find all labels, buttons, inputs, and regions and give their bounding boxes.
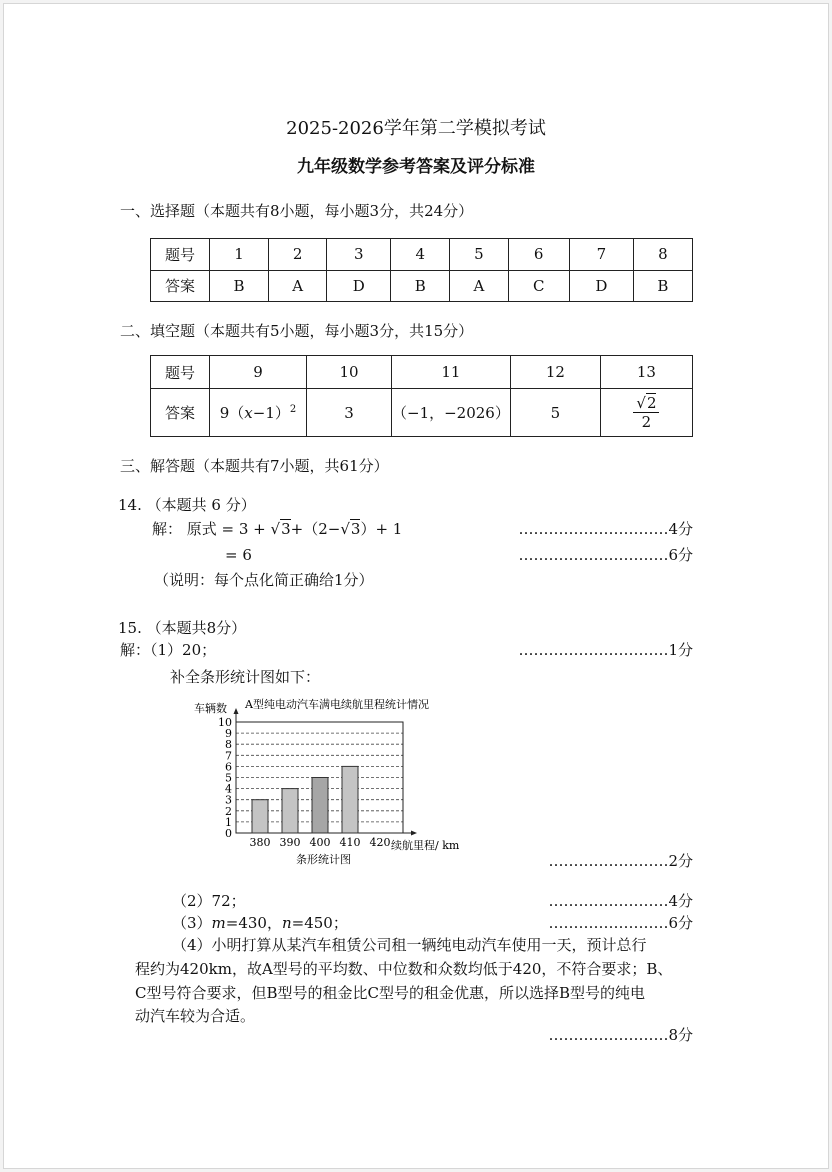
fill-in-answer-table [150,355,693,437]
variable: n [281,914,292,932]
y-tick-label: 10 [218,716,232,729]
x-axis-arrow-icon [411,831,417,836]
q14-note: （说明：每个点化简正确给1分） [154,571,374,589]
chart-caption: 条形统计图 [296,853,351,866]
q15-part1: 解：（1）20； [120,641,217,659]
exponent: 2 [289,404,297,415]
document-title: 2025-2026学年第二学模拟考试 [286,118,546,139]
q15-part4-line: 程约为420km，故A型号的平均数、中位数和众数均低于420，不符合要求；B、 [135,960,673,978]
answer-cell: B [633,270,692,302]
y-tick-label: 8 [225,738,232,752]
answer-cell: 3 [307,389,392,437]
table-row [151,239,693,271]
denominator: 2 [641,413,652,431]
q15-part4-line: C型号符合要求，但B型号的租金比C型号的租金优惠，所以选择B型号的纯电 [135,984,646,1002]
q15-part1b: 补全条形统计图如下： [170,668,321,686]
bar [252,800,268,833]
question-number: 8 [633,239,692,271]
question-number: 4 [391,239,450,271]
score-marker: …………………………4分 [518,520,693,538]
question-number: 3 [327,239,391,271]
q14-label: 14. （本题共 6 分） [118,496,256,514]
x-tick-label: 380 [249,836,271,849]
row-label: 题号 [151,356,210,389]
score-marker: …………………………6分 [518,546,693,564]
bar [282,789,298,833]
chart-title: A型纯电动汽车满电续航里程统计情况 [245,698,429,711]
y-tick-label: 9 [225,727,232,741]
x-tick-label: 420 [369,836,391,849]
q15-label: 15. （本题共8分） [118,619,247,637]
bar [342,766,358,833]
table-row [151,389,693,437]
text: =450； [291,914,348,932]
bar-chart [190,690,480,870]
q15-part3 [172,913,348,933]
section2-heading: 二、填空题（本题共有5小题，每小题3分，共15分） [120,322,474,340]
answer-cell: A [450,270,508,302]
answer-cell: B [391,270,450,302]
answer-text: 9（ [219,404,245,422]
answer-cell: C [508,270,569,302]
row-label: 题号 [151,239,210,271]
x-tick-label: 410 [339,836,361,849]
radicand: 3 [281,520,291,538]
chart-y-label: 车辆数 [194,702,227,715]
fraction [633,394,659,431]
question-number: 1 [210,239,269,271]
answer-cell: A [269,270,327,302]
answer-text: −1） [252,404,290,422]
y-tick-label: 2 [225,804,232,818]
numerator: √2 [633,394,659,413]
score-marker: ……………………4分 [548,892,693,910]
answer-cell: B [210,270,269,302]
q15-part4-line: （4）小明打算从某汽车租赁公司租一辆纯电动汽车使用一天，预计总行 [172,936,647,954]
q14-line2: = 6 [225,546,252,564]
y-tick-label: 6 [225,760,232,774]
row-label: 答案 [151,389,210,437]
answer-cell: 5 [510,389,600,437]
radicand: 2 [646,394,657,412]
choice-answer-table [150,238,693,302]
math-text: +（2− [290,520,341,538]
text: =430， [225,914,282,932]
q15-part2: （2）72； [172,892,246,910]
question-number: 7 [569,239,633,271]
table-row [151,356,693,389]
question-number: 10 [307,356,392,389]
document-subtitle: 九年级数学参考答案及评分标准 [297,157,535,177]
radicand: 3 [350,520,361,538]
math-text: 解： 原式 = 3 + [152,520,271,538]
score-marker: …………………………1分 [518,641,693,659]
question-number: 5 [450,239,508,271]
score-marker: ……………………8分 [548,1026,693,1044]
x-tick-label: 400 [309,836,331,849]
bar [312,778,328,834]
y-tick-label: 0 [225,827,232,840]
answer-cell: D [327,270,391,302]
question-number: 6 [508,239,569,271]
q14-line1: 解： 原式 = 3 + √3+（2−√3）+ 1 [152,520,403,538]
answer-cell: （−1，−2026） [392,389,511,437]
question-number: 9 [210,356,307,389]
question-number: 11 [392,356,511,389]
math-text: ）+ 1 [360,520,403,538]
answer-cell: D [569,270,633,302]
score-marker: ……………………2分 [548,852,693,870]
x-tick-label: 390 [279,836,301,849]
question-number: 2 [269,239,327,271]
answer-variable: x [244,404,253,422]
y-axis-arrow-icon [234,708,239,714]
score-marker: ……………………6分 [548,914,693,932]
question-number: 13 [600,356,692,389]
answer-cell [600,389,692,437]
y-tick-label: 7 [225,749,232,763]
y-tick-label: 1 [225,815,232,829]
y-tick-label: 4 [225,782,232,796]
text: （3） [172,914,212,932]
answer-cell [210,389,307,437]
question-number: 12 [510,356,600,389]
y-tick-label: 3 [225,793,232,807]
section3-heading: 三、解答题（本题共有7小题，共61分） [120,457,389,475]
table-row [151,270,693,302]
chart-x-label: 续航里程/ km [391,839,460,852]
y-tick-label: 5 [225,771,232,785]
variable: m [211,914,226,932]
row-label: 答案 [151,270,210,302]
section1-heading: 一、选择题（本题共有8小题，每小题3分，共24分） [120,202,474,220]
q15-part4-line: 动汽车较为合适。 [135,1007,256,1025]
